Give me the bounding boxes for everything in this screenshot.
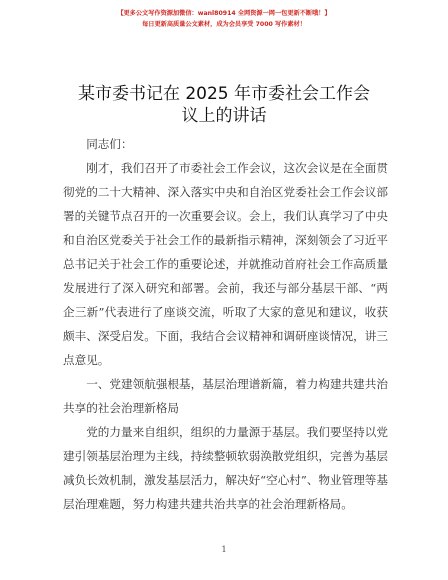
document-body <box>63 132 388 516</box>
page-number: 1 <box>221 545 227 554</box>
banner-line-1: 【更多公文写作资源加微信：wanl80914 全网资源一网一包更新不断哦！】 <box>117 10 331 17</box>
paragraph-intro: 刚才，我们召开了市委社会工作会议，这次会议是在全面贯彻党的二十大精神、深入落实中央和自治区党委社会工作会议部署的关键节点召开的一次重要会议。会上，我们认真学习了中央和自治区党委关于社会工作的最新指示精神，深刻领会了习近平总书记关于社会工作的重要论述，并就推动首府社会工作高质量发展进行了深入研究和部署。会前，我还与部分基层干部、“两企三新”代表进行了座谈交流，听取了大家的意见和建议，收获颇丰、深受启发。下面，我结合会议精神和调研座谈情况，讲三点意见。 <box>63 161 388 367</box>
greeting: 同志们： <box>86 137 133 151</box>
header-banner <box>0 8 448 30</box>
paragraph-section-1: 党的力量来自组织，组织的力量源于基层。我们要坚持以党建引领基层治理为主线，持续整顿软弱涣散党组织，完善为基层减负长效机制，激发基层活力，解决好“空心村”、物业管理等基层治理难题，努力构建共建共治共享的社会治理新格局。 <box>63 425 388 511</box>
section-heading-1: 一、党建领航强根基，基层治理谱新篇，着力构建共建共治共享的社会治理新格局 <box>63 377 388 415</box>
document-title: 某市委书记在 2025 年市委社会工作会议上的讲话 <box>77 84 371 126</box>
banner-line-2: 每日更新高质量公文素材，成为会员享受 7000 写作素材！ <box>142 21 306 28</box>
